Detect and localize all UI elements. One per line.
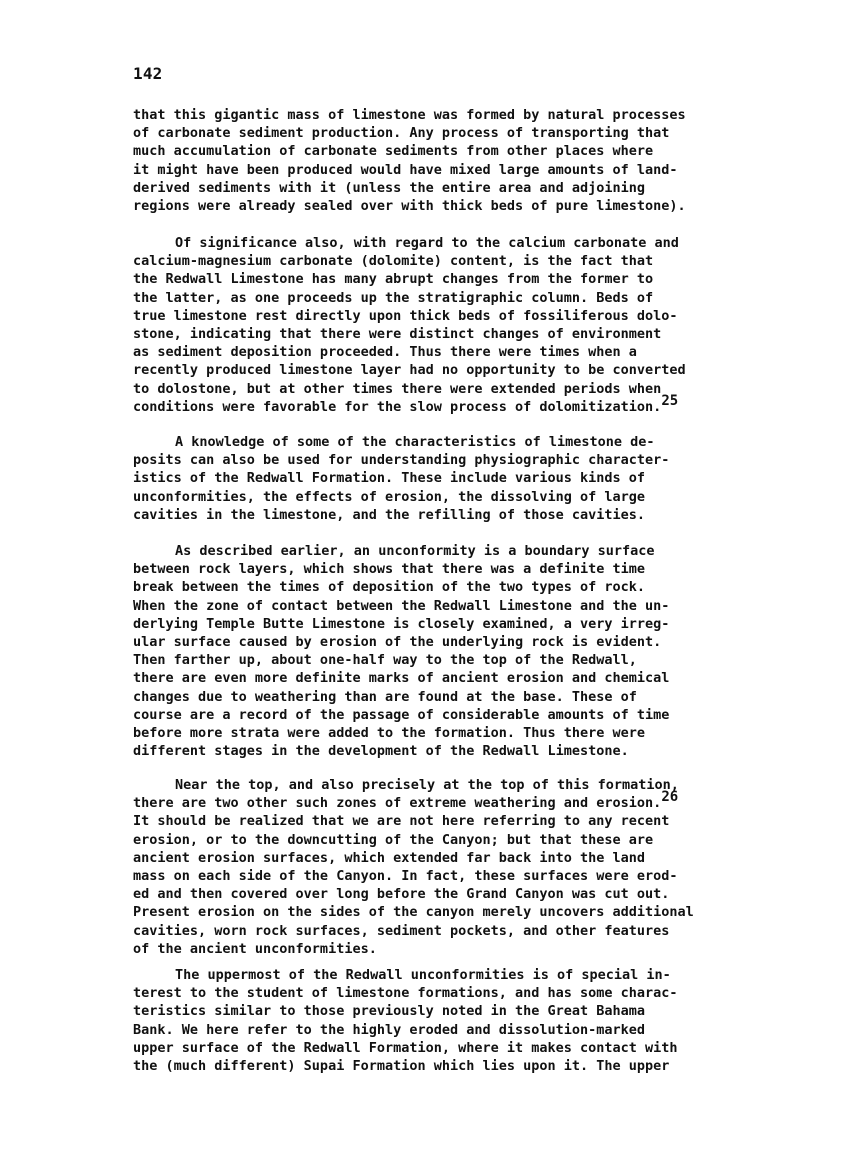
text-line: It should be realized that we are not here referring to any recent bbox=[133, 813, 670, 830]
footnote-reference: 25 bbox=[661, 392, 679, 409]
text-line: mass on each side of the Canyon. In fact, these surfaces were erod- bbox=[133, 867, 678, 884]
text-line: As described earlier, an unconformity is a boundary surface bbox=[175, 543, 655, 559]
text-line: cavities in the limestone, and the refilling of those cavities. bbox=[133, 506, 646, 523]
text-line: ancient erosion surfaces, which extended far back into the land bbox=[133, 849, 646, 866]
text-line: of the ancient unconformities. bbox=[133, 940, 377, 957]
text-line: Bank. We here refer to the highly eroded and dissolution-marked bbox=[133, 1021, 646, 1038]
text-line-with-footnote bbox=[133, 392, 723, 416]
page-number: 142 bbox=[133, 64, 163, 83]
text-line: teristics similar to those previously noted in the Great Bahama bbox=[133, 1003, 646, 1020]
text-line-content: there are two other such zones of extreme weathering and erosion. bbox=[133, 795, 662, 812]
text-line: it might have been produced would have mixed large amounts of land- bbox=[133, 161, 678, 178]
footnote-reference: 26 bbox=[661, 789, 679, 806]
text-line: calcium-magnesium carbonate (dolomite) content, is the fact that bbox=[133, 253, 654, 270]
text-line: regions were already sealed over with thick beds of pure limestone). bbox=[133, 197, 686, 214]
text-line: When the zone of contact between the Redwall Limestone and the un- bbox=[133, 597, 670, 614]
text-line: istics of the Redwall Formation. These include various kinds of bbox=[133, 470, 646, 487]
text-line: stone, indicating that there were distinct changes of environment bbox=[133, 325, 662, 342]
text-line: The uppermost of the Redwall unconformities is of special in- bbox=[175, 967, 671, 983]
text-line: changes due to weathering than are found at the base. These of bbox=[133, 688, 637, 705]
text-line: of carbonate sediment production. Any process of transporting that bbox=[133, 125, 670, 142]
text-line: as sediment deposition proceeded. Thus there were times when a bbox=[133, 344, 637, 361]
text-line: the Redwall Limestone has many abrupt changes from the former to bbox=[133, 271, 654, 288]
text-line: A knowledge of some of the characteristics of limestone de- bbox=[175, 434, 655, 450]
text-line: derived sediments with it (unless the entire area and adjoining bbox=[133, 179, 646, 196]
text-line: much accumulation of carbonate sediments from other places where bbox=[133, 143, 654, 160]
text-line: terest to the student of limestone formations, and has some charac- bbox=[133, 985, 678, 1002]
text-line: erosion, or to the downcutting of the Canyon; but that these are bbox=[133, 831, 654, 848]
text-line: true limestone rest directly upon thick beds of fossiliferous dolo- bbox=[133, 307, 678, 324]
paragraph-1 bbox=[133, 106, 723, 215]
paragraph-4 bbox=[133, 542, 723, 760]
text-line: ular surface caused by erosion of the underlying rock is evident. bbox=[133, 633, 662, 650]
text-line-content: conditions were favorable for the slow process of dolomitization. bbox=[133, 398, 662, 415]
text-line: that this gigantic mass of limestone was formed by natural processes bbox=[133, 107, 686, 123]
paragraph-2 bbox=[133, 234, 723, 416]
text-line: Near the top, and also precisely at the top of this formation, bbox=[175, 777, 679, 793]
text-line: to dolostone, but at other times there were extended periods when bbox=[133, 380, 662, 397]
text-line: cavities, worn rock surfaces, sediment pockets, and other features bbox=[133, 922, 670, 939]
text-line: different stages in the development of the Redwall Limestone. bbox=[133, 743, 629, 760]
text-line: the latter, as one proceeds up the stratigraphic column. Beds of bbox=[133, 289, 654, 306]
text-line: break between the times of deposition of the two types of rock. bbox=[133, 579, 646, 596]
text-line: Of significance also, with regard to the calcium carbonate and bbox=[175, 235, 679, 251]
paragraph-5 bbox=[133, 776, 723, 958]
text-line: ed and then covered over long before the Grand Canyon was cut out. bbox=[133, 886, 670, 903]
paragraph-6 bbox=[133, 966, 723, 1075]
text-line: there are even more definite marks of ancient erosion and chemical bbox=[133, 670, 670, 687]
text-line: Then farther up, about one-half way to the top of the Redwall, bbox=[133, 652, 637, 669]
text-line: posits can also be used for understanding physiographic character- bbox=[133, 452, 670, 469]
text-line: derlying Temple Butte Limestone is closely examined, a very irreg- bbox=[133, 615, 670, 632]
text-line-with-footnote bbox=[133, 789, 723, 812]
text-line: the (much different) Supai Formation which lies upon it. The upper bbox=[133, 1057, 670, 1074]
text-line: before more strata were added to the formation. Thus there were bbox=[133, 724, 646, 741]
text-line: between rock layers, which shows that there was a definite time bbox=[133, 561, 646, 578]
text-line: course are a record of the passage of considerable amounts of time bbox=[133, 706, 670, 723]
text-line: upper surface of the Redwall Formation, where it makes contact with bbox=[133, 1039, 678, 1056]
text-line: unconformities, the effects of erosion, the dissolving of large bbox=[133, 488, 646, 505]
paragraph-3 bbox=[133, 433, 723, 524]
text-line: recently produced limestone layer had no opportunity to be converted bbox=[133, 362, 686, 379]
text-line: Present erosion on the sides of the canyon merely uncovers additional bbox=[133, 904, 694, 921]
